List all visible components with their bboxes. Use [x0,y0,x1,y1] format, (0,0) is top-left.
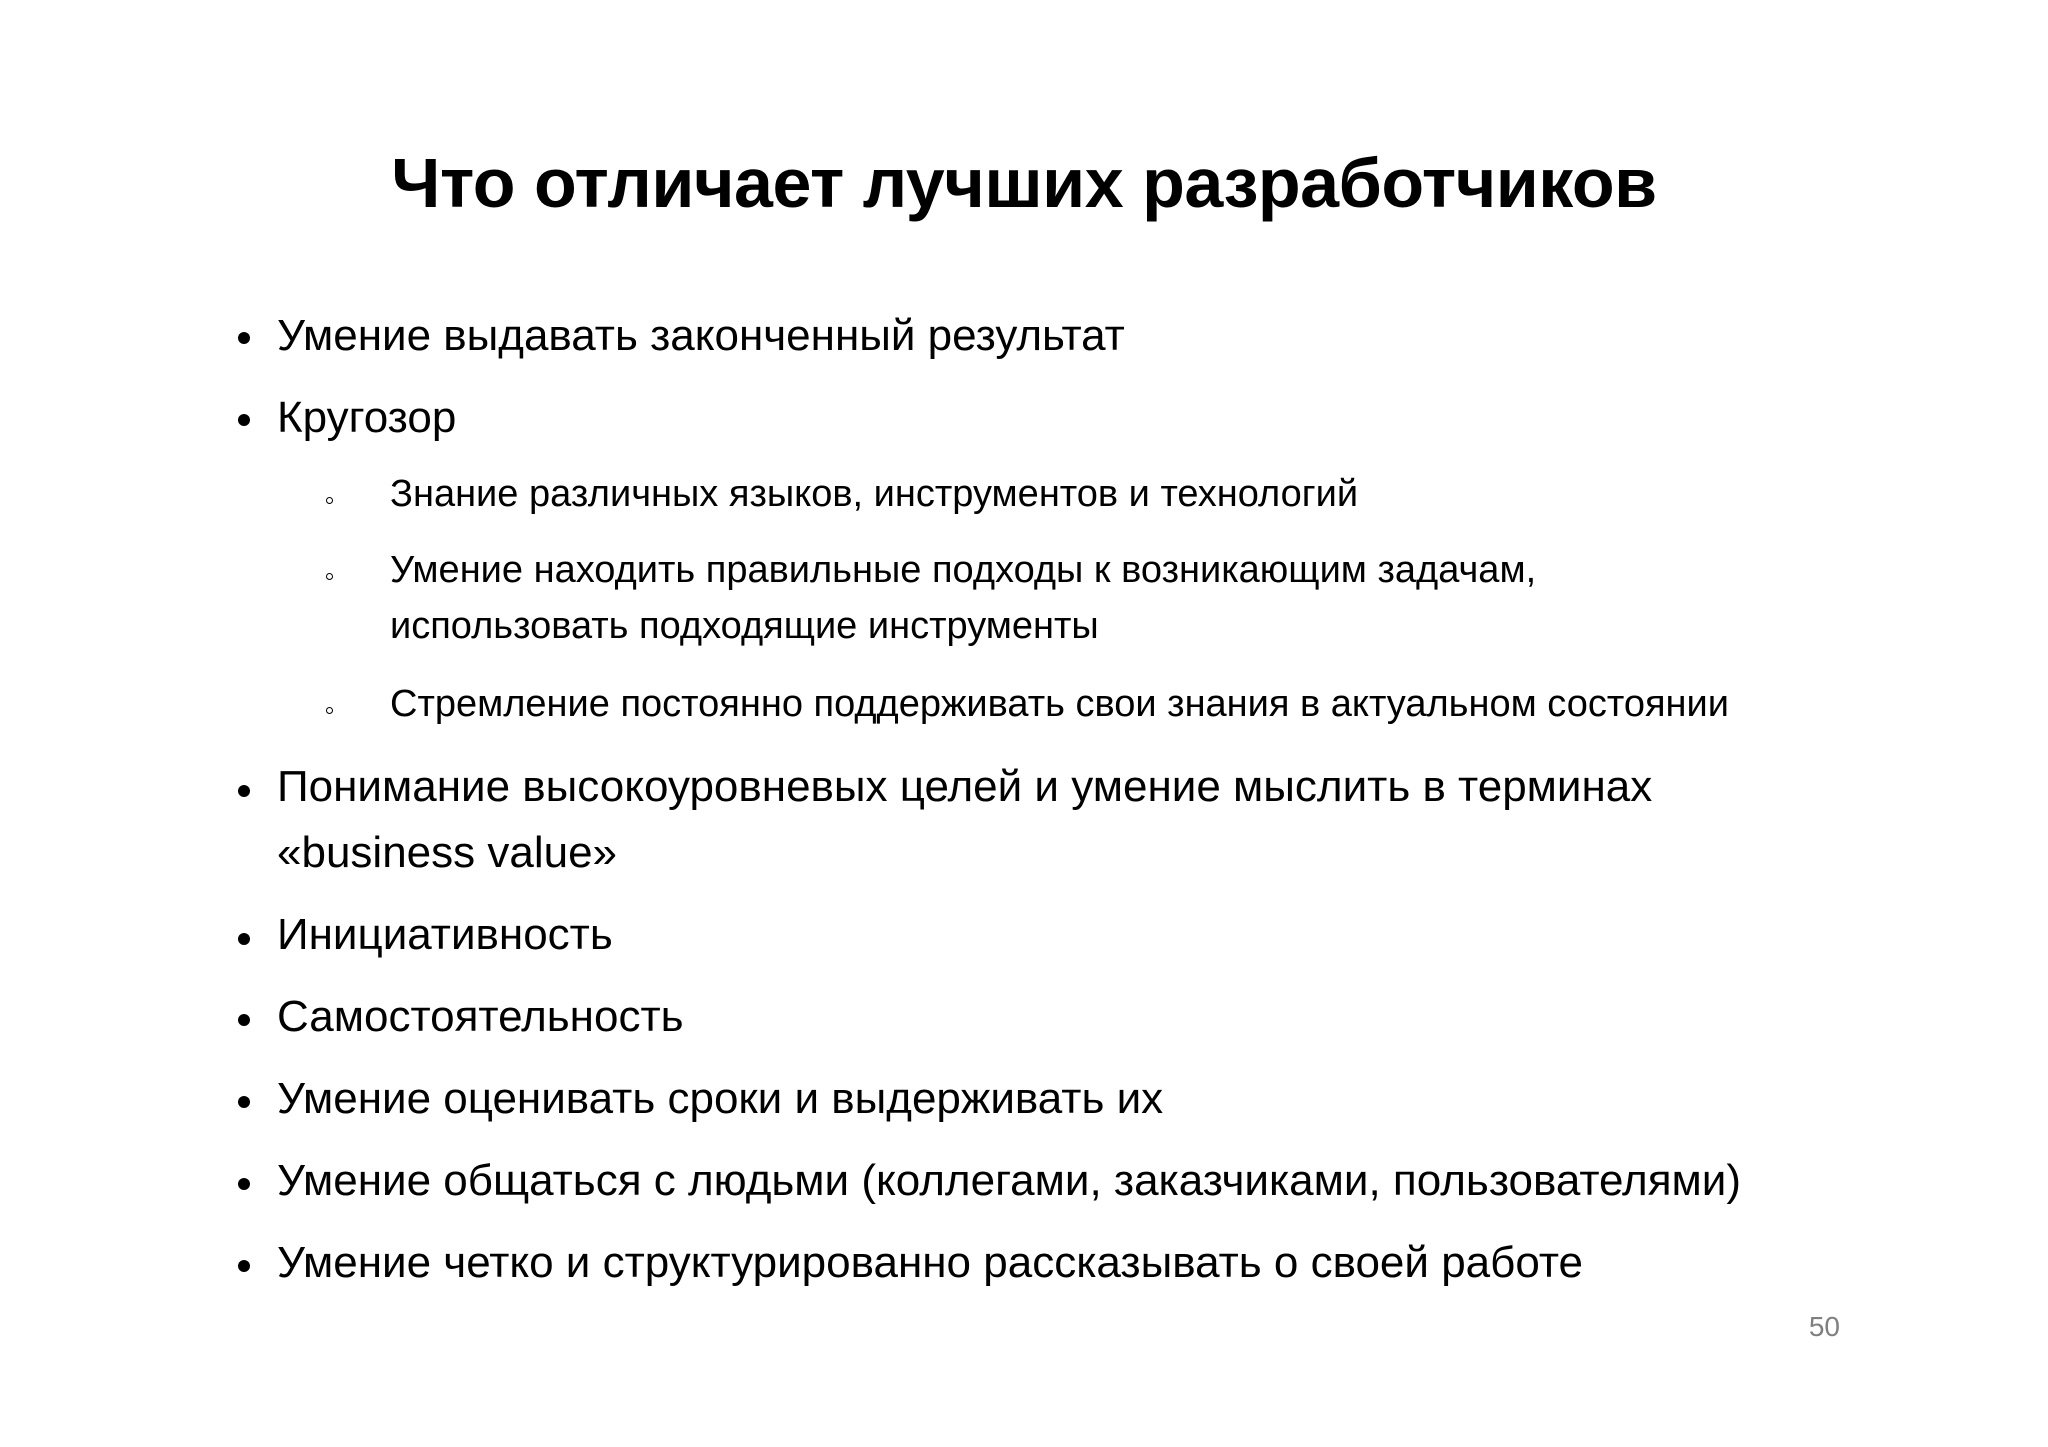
bullet-item: Умение общаться с людьми (коллегами, заказчиками, пользователями) [277,1156,1742,1205]
bullet-ring-icon [326,497,333,504]
bullet-dot-icon [238,414,250,426]
sub-bullet-item: Знание различных языков, инструментов и технологий [390,473,1359,515]
bullet-dot-icon [238,1260,250,1272]
bullet-dot-icon [238,1014,250,1026]
bullet-item: Самостоятельность [277,992,684,1041]
page-number: 50 [1808,1311,1840,1342]
sub-bullet-item-continuation: использовать подходящие инструменты [390,605,1099,647]
bullet-ring-icon [326,573,333,580]
sub-bullet-item: Стремление постоянно поддерживать свои знания в актуальном состоянии [390,683,1729,725]
bullet-item: Умение четко и структурированно рассказывать о своей работе [277,1238,1583,1287]
bullet-dot-icon [238,785,250,797]
bullet-item: Инициативность [277,910,613,959]
sub-bullet-item: Умение находить правильные подходы к возникающим задачам, [390,549,1537,591]
bullet-dot-icon [238,1178,250,1190]
bullet-item: Умение выдавать законченный результат [277,311,1125,360]
slide-title: Что отличает лучших разработчиков [391,144,1657,222]
bullet-item: Кругозор [277,393,457,442]
bullet-item: Умение оценивать сроки и выдерживать их [277,1074,1164,1123]
bullet-item-continuation: «business value» [277,828,618,877]
bullet-dot-icon [238,933,250,945]
bullet-dot-icon [238,1096,250,1108]
bullet-dot-icon [238,332,250,344]
bullet-ring-icon [326,707,333,714]
bullet-item: Понимание высокоуровневых целей и умение мыслить в терминах [277,762,1653,811]
